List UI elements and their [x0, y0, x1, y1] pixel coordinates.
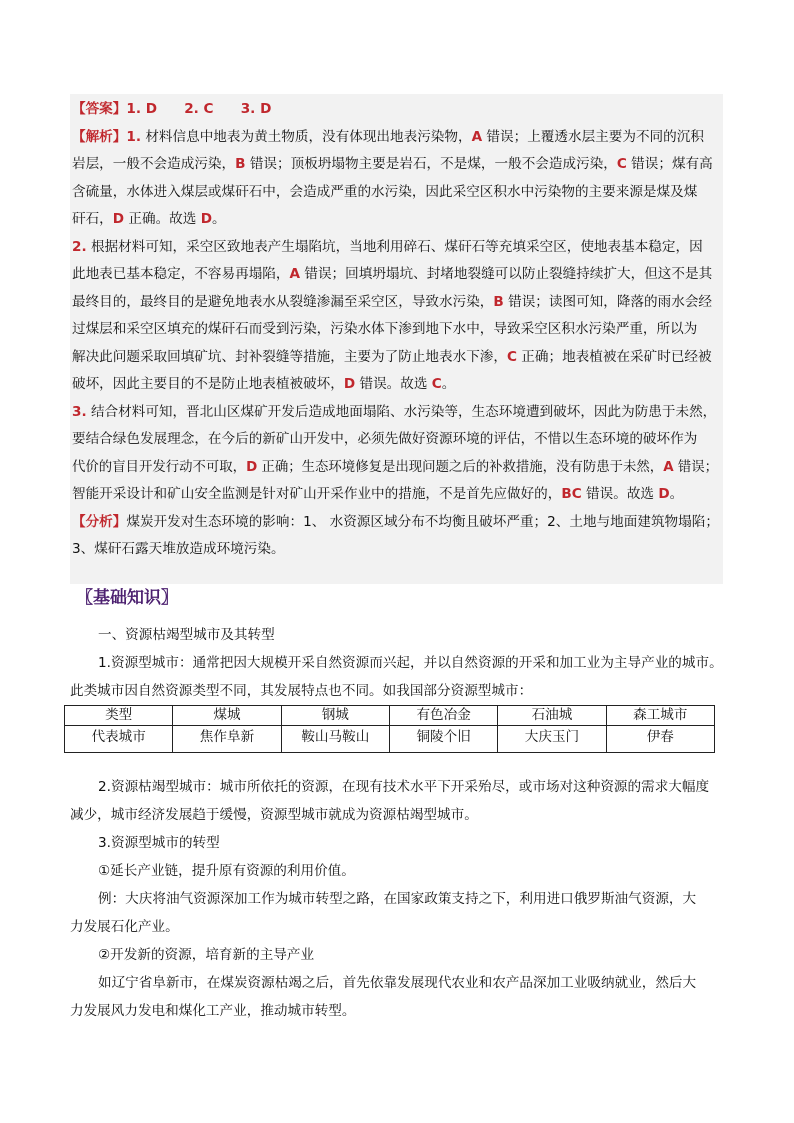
analysis-tag: 【分析】: [72, 513, 127, 530]
table-header-row: [65, 706, 715, 726]
item-1: ①延长产业链，提升原有资源的利用价值。: [98, 863, 355, 879]
answer-analysis-content: [72, 96, 723, 564]
analysis-tag: 【解析】: [72, 128, 127, 145]
analysis-line: [72, 536, 723, 564]
table-cell: 类型: [65, 706, 173, 726]
basic-knowledge-intro: [70, 621, 730, 705]
analysis-text: 最终目的，最终目的是避免地表水从裂缝渗漏至采空区，导致水污染，B 错误；读图可知，降落的雨水会经: [72, 293, 713, 310]
sub-heading: 一、资源枯竭型城市及其转型: [98, 627, 275, 643]
resource-city-table: [64, 705, 715, 753]
answer-line: [72, 96, 723, 124]
table-row: [65, 726, 715, 753]
analysis-text: 1. 材料信息中地表为黄土物质，没有体现出地表污染物，A 错误；上覆透水层主要为不同的沉积: [126, 128, 704, 145]
table-cell: 代表城市: [65, 726, 173, 753]
analysis-text: 此地表已基本稳定，不容易再塌陷，A 错误；回填坍塌坑、封堵地裂缝可以防止裂缝持续扩大，但这不是其: [72, 266, 713, 282]
para2-line-1: 2.资源枯竭型城市：城市所依托的资源，在现有技术水平下开采殆尽，或市场对这种资源的需求大幅度: [98, 779, 710, 795]
analysis-lines: [72, 124, 723, 564]
analysis-line: [72, 481, 723, 509]
analysis-text: 含硫量，水体进入煤层或煤矸石中，会造成严重的水污染，因此采空区积水中污染物的主要来源是煤及煤: [72, 183, 698, 200]
analysis-text: 要结合绿色发展理念，在今后的新矿山开发中，必须先做好资源环境的评估，不惜以生态环境的破坏作为: [72, 431, 698, 447]
analysis-line: [72, 371, 723, 399]
answer-tag: 【答案】: [72, 101, 127, 117]
table-cell: 森工城市: [606, 706, 714, 726]
analysis-text: 岩层，一般不会造成污染，B 错误；顶板坍塌物主要是岩石，不是煤，一般不会造成污染，C 错误；煤有高: [72, 156, 713, 172]
para1-line-2: 此类城市因自然资源类型不同，其发展特点也不同。如我国部分资源型城市：: [70, 683, 533, 699]
analysis-line: [72, 454, 723, 482]
analysis-text: 3. 结合材料可知，晋北山区煤矿开发后造成地面塌陷、水污染等，生态环境遭到破坏，因此为防患于未然，: [72, 403, 717, 420]
heading-3: 3.资源型城市的转型: [98, 835, 220, 851]
table-cell: 石油城: [498, 706, 606, 726]
analysis-text: 代价的盲目开发行动不可取，D 正确；生态环境修复是出现问题之后的补救措施，没有防患于未然，A 错误；: [72, 459, 718, 475]
section-title: 〖基础知识〗: [76, 588, 178, 608]
analysis-line: [72, 261, 723, 289]
analysis-text: 2. 根据材料可知，采空区致地表产生塌陷坑，当地利用碎石、煤矸石等充填采空区，使地表基本稳定，因: [72, 238, 703, 255]
example1-line-2: 力发展石化产业。: [70, 919, 179, 935]
analysis-line: [72, 344, 723, 372]
answer-analysis-box: [70, 94, 723, 584]
table-cell: 钢城: [281, 706, 389, 726]
example2-line-2: 力发展风力发电和煤化工产业，推动城市转型。: [70, 1003, 356, 1019]
analysis-text: 智能开采设计和矿山安全监测是针对矿山开采作业中的措施，不是首先应做好的，BC 错误。故选 D。: [72, 486, 684, 502]
table-cell: 鞍山马鞍山: [281, 726, 389, 753]
analysis-line: [72, 206, 723, 234]
analysis-line: [72, 316, 723, 344]
analysis-text: 3、煤矸石露天堆放造成环境污染。: [72, 541, 285, 557]
analysis-line: [72, 289, 723, 317]
item-2: ②开发新的资源，培育新的主导产业: [98, 947, 315, 963]
analysis-text: 过煤层和采空区填充的煤矸石而受到污染，污染水体下渗到地下水中，导致采空区积水污染严重，所以为: [72, 321, 698, 337]
analysis-line: [72, 509, 723, 537]
table-cell: 大庆玉门: [498, 726, 606, 753]
table-cell: 铜陵个旧: [389, 726, 497, 753]
example1-line-1: 例：大庆将油气资源深加工作为城市转型之路，在国家政策支持之下，利用进口俄罗斯油气资源，大: [98, 891, 697, 907]
para2-line-2: 减少，城市经济发展趋于缓慢，资源型城市就成为资源枯竭型城市。: [70, 807, 478, 823]
analysis-text: 煤炭开发对生态环境的影响：1、 水资源区域分布不均衡且破坏严重；2、土地与地面建筑物塌陷；: [126, 513, 719, 530]
answer-text: 1. D 2. C 3. D: [126, 101, 272, 117]
example2-line-1: 如辽宁省阜新市，在煤炭资源枯竭之后，首先依靠发展现代农业和农产品深加工业吸纳就业，然后大: [98, 975, 697, 991]
analysis-line: [72, 179, 723, 207]
para1-line-1: 1.资源型城市：通常把因大规模开采自然资源而兴起，并以自然资源的开采和加工业为主导产业的城市。: [98, 655, 723, 671]
analysis-line: [72, 399, 723, 427]
analysis-line: [72, 151, 723, 179]
basic-knowledge-body: [70, 773, 730, 1025]
table-cell: 伊春: [606, 726, 714, 753]
analysis-line: [72, 124, 723, 152]
table-cell: 有色冶金: [389, 706, 497, 726]
analysis-text: 矸石，D 正确。故选 D。: [72, 211, 226, 227]
analysis-text: 破坏，因此主要目的不是防止地表植被破坏，D 错误。故选 C。: [72, 376, 456, 392]
analysis-line: [72, 234, 723, 262]
analysis-text: 解决此问题采取回填矿坑、封补裂缝等措施，主要为了防止地表水下渗，C 正确；地表植被在采矿时已经被: [72, 348, 712, 365]
analysis-line: [72, 426, 723, 454]
table-cell: 焦作阜新: [173, 726, 281, 753]
table-cell: 煤城: [173, 706, 281, 726]
